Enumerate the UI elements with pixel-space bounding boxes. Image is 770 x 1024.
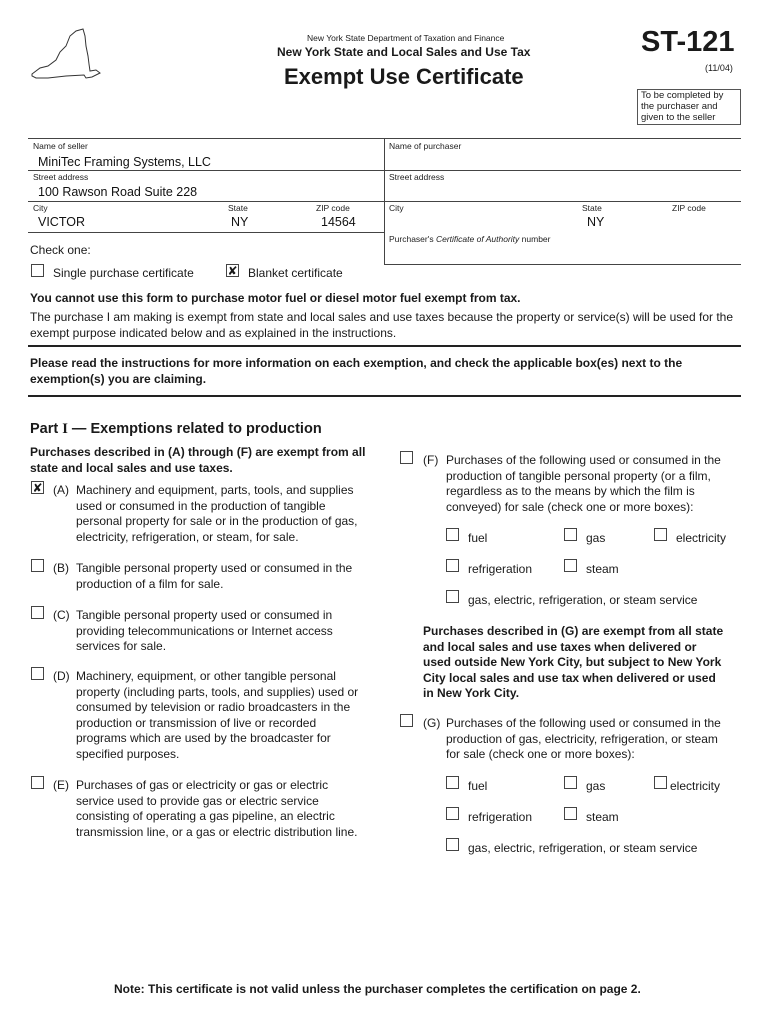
g-fuel-label: fuel	[468, 779, 488, 793]
f-steam-label: steam	[586, 562, 619, 576]
exemption-c-text: Tangible personal property used or consumed in providing telecommunications or Internet access services for sale.	[76, 608, 333, 654]
f-fuel-checkbox[interactable]	[446, 528, 459, 541]
exemption-d-text: Machinery, equipment, or other tangible personal property (including parts, tools, and supplies) used or consumed by television or radio broadcasters in the production or transmission of live or recorded programs which are used by the broadcaster for specified purposes.	[76, 669, 359, 761]
single-purchase-label: Single purchase certificate	[53, 266, 194, 280]
g-combo-service-label: gas, electric, refrigeration, or steam service	[468, 841, 698, 855]
purchaser-zip-field[interactable]	[676, 215, 736, 229]
part1-intro: Purchases described in (A) through (F) are exempt from all state and local sales and use taxes.	[30, 445, 366, 475]
exemption-a-checkbox[interactable]: ✘	[32, 480, 43, 495]
seller-street-label: Street address	[33, 172, 89, 182]
purchaser-zip-label: ZIP code	[672, 203, 706, 213]
motor-fuel-warning: You cannot use this form to purchase motor fuel or diesel motor fuel exempt from tax.	[30, 291, 521, 305]
seller-street-field[interactable]: 100 Rawson Road Suite 228	[38, 185, 198, 199]
g-steam-checkbox[interactable]	[564, 807, 577, 820]
f-electricity-checkbox[interactable]	[654, 528, 667, 541]
g-refrigeration-label: refrigeration	[468, 810, 533, 824]
purchaser-street-label: Street address	[389, 172, 445, 182]
exemption-c-letter: (C)	[53, 608, 70, 622]
footer-note: Note: This certificate is not valid unless the purchaser completes the certification on page 2.	[114, 982, 641, 996]
blanket-certificate-checkbox[interactable]: ✘	[227, 263, 238, 278]
seller-zip-label: ZIP code	[316, 203, 350, 213]
purchaser-authority-label: Purchaser's Certificate of Authority number	[389, 234, 551, 244]
exemption-e-checkbox[interactable]	[31, 776, 44, 789]
purchaser-street-field[interactable]	[394, 185, 724, 199]
part1-title: Part I — Exemptions related to production	[30, 421, 322, 437]
g-combo-service-checkbox[interactable]	[446, 838, 459, 851]
purchaser-name-field[interactable]	[394, 155, 724, 169]
f-gas-checkbox[interactable]	[564, 528, 577, 541]
seller-name-field[interactable]: MiniTec Framing Systems, LLC	[38, 155, 211, 169]
exemption-b-letter: (B)	[53, 561, 69, 575]
seller-zip-field[interactable]: 14564	[321, 215, 356, 229]
purchaser-city-label: City	[389, 203, 404, 213]
exemption-e-text: Purchases of gas or electricity or gas or electric service used to provide gas or electric service consisting of operating a gas pipeline, an electric transmission line, or a gas or electric distribution line.	[76, 778, 358, 839]
seller-state-label: State	[228, 203, 248, 213]
form-subtitle: New York State and Local Sales and Use Tax	[277, 45, 531, 59]
g-intro: Purchases described in (G) are exempt from all state and local sales and use taxes when delivered or used outside New York City, but subject to New York City local sales and use tax when delivered or used in New York City.	[423, 624, 724, 701]
new-york-state-map-icon	[26, 26, 102, 88]
form-number: ST-121	[641, 26, 735, 58]
f-combo-service-label: gas, electric, refrigeration, or steam service	[468, 593, 698, 607]
exemption-b-text: Tangible personal property used or consumed in the production of a film for sale.	[76, 561, 353, 591]
exemption-d-letter: (D)	[53, 669, 70, 683]
form-title: Exempt Use Certificate	[284, 64, 524, 89]
exemption-a-text: Machinery and equipment, parts, tools, and supplies used or consumed in the production of tangible personal property for sale or in the production of gas, electricity, refrigeration, or steam, for sale.	[76, 483, 358, 544]
single-purchase-checkbox[interactable]	[31, 264, 44, 277]
purchaser-state-field[interactable]: NY	[587, 215, 605, 229]
seller-name-label: Name of seller	[33, 141, 88, 151]
g-steam-label: steam	[586, 810, 619, 824]
f-electricity-label: electricity	[676, 531, 727, 545]
f-combo-service-checkbox[interactable]	[446, 590, 459, 603]
seller-city-label: City	[33, 203, 48, 213]
check-one-label: Check one:	[30, 243, 91, 257]
department-name: New York State Department of Taxation and Finance	[307, 33, 505, 43]
g-electricity-checkbox[interactable]	[654, 776, 667, 789]
f-fuel-label: fuel	[468, 531, 488, 545]
exemption-c-checkbox[interactable]	[31, 606, 44, 619]
form-revision: (11/04)	[705, 63, 733, 73]
g-gas-checkbox[interactable]	[564, 776, 577, 789]
exemption-d-checkbox[interactable]	[31, 667, 44, 680]
exemption-f-text: Purchases of the following used or consumed in the production of tangible personal property (or a film, regardless as to the means by which the film is conveyed) for sale (check one or more boxes):	[446, 453, 721, 514]
exemption-g-text: Purchases of the following used or consumed in the production of gas, electricity, refrigeration, or steam for sale (check one or more boxes):	[446, 716, 721, 762]
exemption-f-letter: (F)	[423, 453, 439, 467]
g-gas-label: gas	[586, 779, 606, 793]
exemption-f-checkbox[interactable]	[400, 451, 413, 464]
exemption-g-checkbox[interactable]	[400, 714, 413, 727]
g-electricity-label: electricity	[670, 779, 721, 793]
exemption-g-letter: (G)	[423, 716, 441, 730]
exemption-e-letter: (E)	[53, 778, 69, 792]
blanket-certificate-label: Blanket certificate	[248, 266, 343, 280]
completed-by-note: To be completed by the purchaser and given to the seller	[637, 89, 741, 125]
purchaser-city-field[interactable]	[394, 215, 564, 229]
exempt-statement: The purchase I am making is exempt from state and local sales and use taxes because the property or service(s) will be used for the exempt purpose indicated below and as explained in the instructions.	[30, 310, 734, 340]
purchaser-state-label: State	[582, 203, 602, 213]
purchaser-name-label: Name of purchaser	[389, 141, 462, 151]
seller-city-field[interactable]: VICTOR	[38, 215, 85, 229]
f-refrigeration-label: refrigeration	[468, 562, 533, 576]
f-gas-label: gas	[586, 531, 606, 545]
instructions-notice: Please read the instructions for more information on each exemption, and check the applicable box(es) next to the exemption(s) you are claiming.	[30, 356, 683, 386]
g-refrigeration-checkbox[interactable]	[446, 807, 459, 820]
seller-state-field[interactable]: NY	[231, 215, 249, 229]
exemption-a-letter: (A)	[53, 483, 69, 497]
purchaser-authority-field[interactable]	[394, 246, 724, 260]
g-fuel-checkbox[interactable]	[446, 776, 459, 789]
exemption-b-checkbox[interactable]	[31, 559, 44, 572]
f-refrigeration-checkbox[interactable]	[446, 559, 459, 572]
f-steam-checkbox[interactable]	[564, 559, 577, 572]
